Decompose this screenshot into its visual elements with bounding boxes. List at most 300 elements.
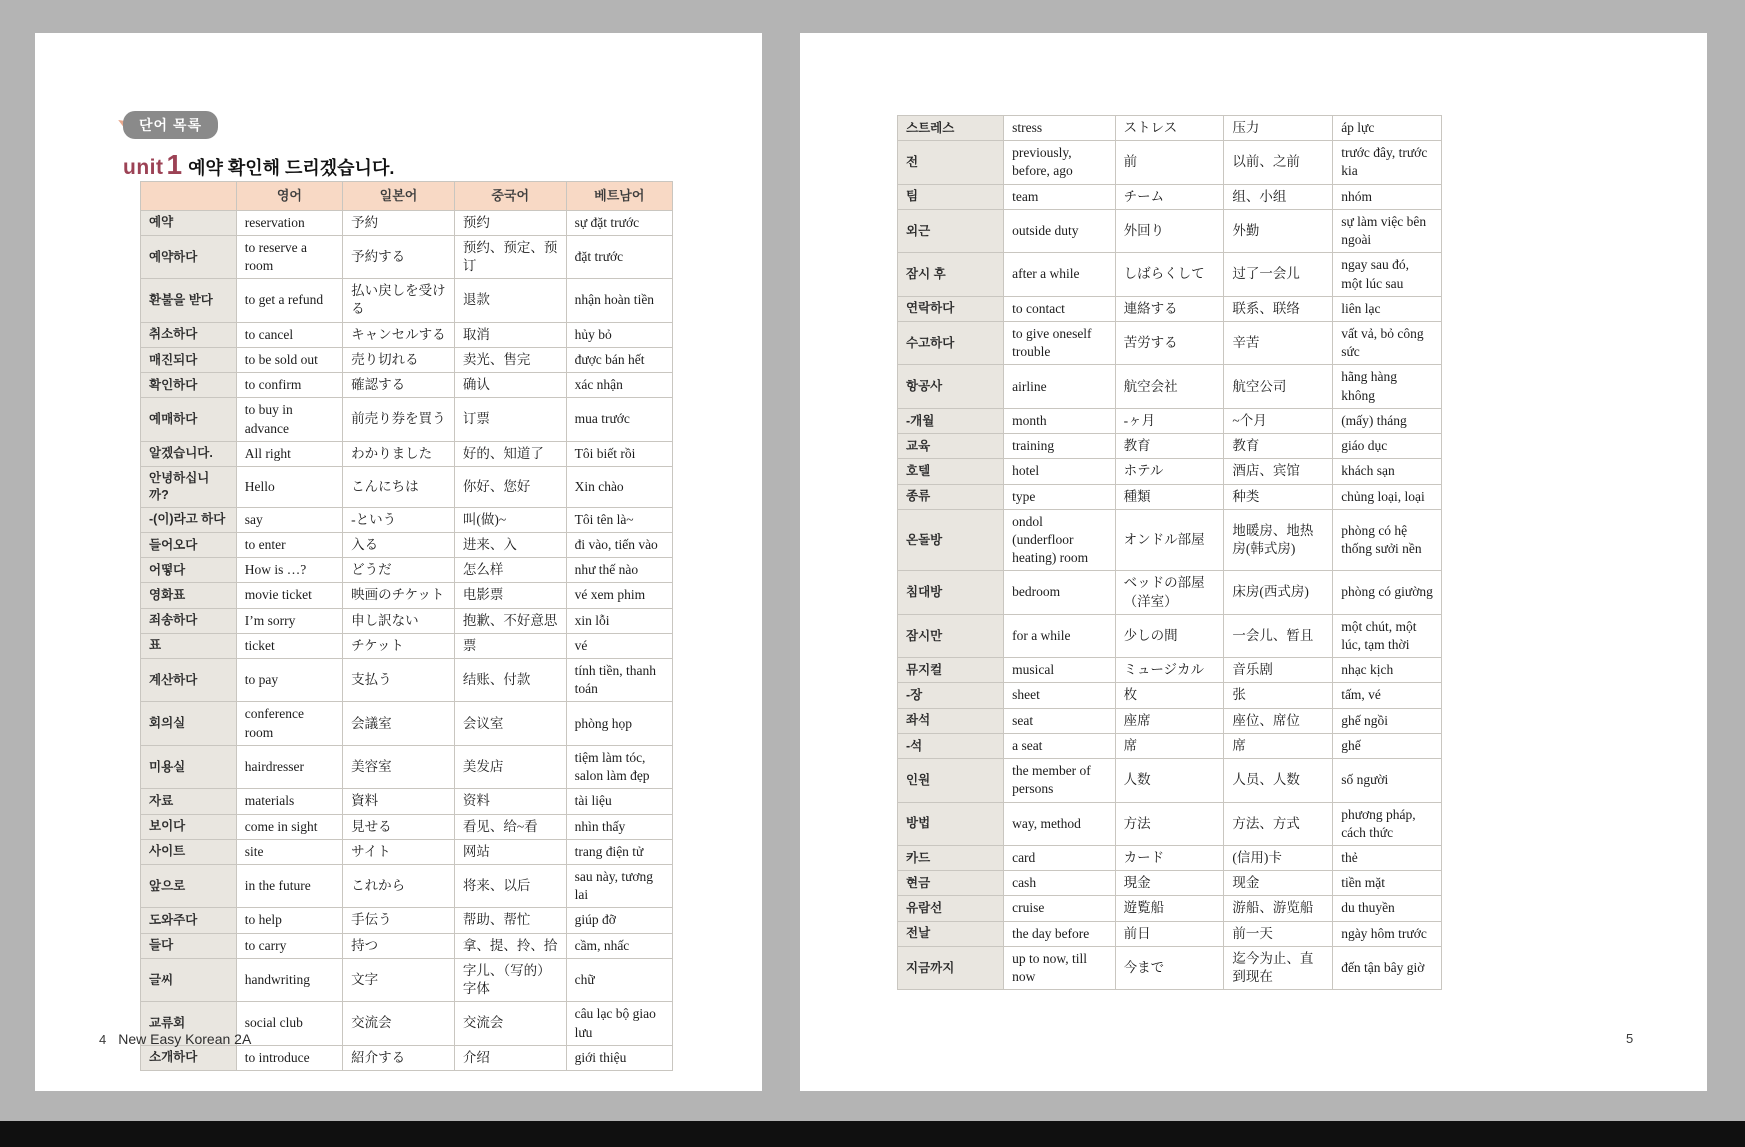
chinese-cell: 人员、人数 [1224, 759, 1333, 802]
chinese-cell: 席 [1224, 733, 1333, 758]
japanese-cell: 現金 [1115, 871, 1224, 896]
vietnamese-cell: sau này, tương lai [566, 864, 672, 907]
korean-cell: 전 [898, 141, 1004, 184]
table-row [141, 532, 673, 557]
vietnamese-cell: đi vào, tiến vào [566, 532, 672, 557]
vietnamese-cell: chữ [566, 958, 672, 1001]
chinese-cell: 辛苦 [1224, 321, 1333, 364]
english-cell: to cancel [236, 322, 342, 347]
japanese-cell: こんにちは [343, 466, 455, 507]
korean-cell: 안녕하십니까? [141, 466, 237, 507]
english-cell: seat [1004, 708, 1116, 733]
english-cell: site [236, 839, 342, 864]
japanese-cell: 交流会 [343, 1002, 455, 1045]
table-row [141, 633, 673, 658]
vietnamese-cell: khách sạn [1333, 459, 1442, 484]
vietnamese-cell: áp lực [1333, 116, 1442, 141]
vietnamese-cell: giới thiệu [566, 1045, 672, 1070]
english-cell: come in sight [236, 814, 342, 839]
korean-cell: 현금 [898, 871, 1004, 896]
chinese-cell: 怎么样 [454, 558, 566, 583]
chinese-cell: 交流会 [454, 1002, 566, 1045]
korean-cell: 좌석 [898, 708, 1004, 733]
left-page [35, 33, 762, 1091]
table-row [898, 921, 1442, 946]
english-cell: to reserve a room [236, 235, 342, 278]
japanese-cell: -という [343, 507, 455, 532]
english-cell: movie ticket [236, 583, 342, 608]
korean-cell: 잠시만 [898, 614, 1004, 657]
japanese-cell: ホテル [1115, 459, 1224, 484]
table-row [141, 441, 673, 466]
chinese-cell: 将来、以后 [454, 864, 566, 907]
korean-cell: 글씨 [141, 958, 237, 1001]
vietnamese-cell: phương pháp, cách thức [1333, 802, 1442, 845]
table-row [898, 802, 1442, 845]
english-cell: ondol (underfloor heating) room [1004, 509, 1116, 571]
korean-cell: 들다 [141, 933, 237, 958]
korean-cell: 호텔 [898, 459, 1004, 484]
japanese-cell: 教育 [1115, 434, 1224, 459]
viewer-bottom-bar [0, 1121, 1745, 1147]
chinese-cell: 进来、入 [454, 532, 566, 557]
japanese-cell: 申し訳ない [343, 608, 455, 633]
english-cell: to confirm [236, 373, 342, 398]
vietnamese-cell: được bán hết [566, 347, 672, 372]
table-row [898, 141, 1442, 184]
vietnamese-cell: tiền mặt [1333, 871, 1442, 896]
korean-cell: 방법 [898, 802, 1004, 845]
table-row [141, 558, 673, 583]
english-cell: the day before [1004, 921, 1116, 946]
vietnamese-cell: nhận hoàn tiền [566, 279, 672, 322]
vietnamese-cell: ghế ngồi [1333, 708, 1442, 733]
japanese-cell: 前売り券を買う [343, 398, 455, 441]
chinese-cell: 电影票 [454, 583, 566, 608]
vietnamese-cell: ghế [1333, 733, 1442, 758]
table-row [898, 571, 1442, 614]
english-cell: in the future [236, 864, 342, 907]
table-row [141, 839, 673, 864]
english-cell: the member of persons [1004, 759, 1116, 802]
chinese-cell: 酒店、宾馆 [1224, 459, 1333, 484]
korean-cell: 미용실 [141, 745, 237, 788]
japanese-cell: ベッドの部屋（洋室） [1115, 571, 1224, 614]
table-row [141, 347, 673, 372]
korean-cell: -(이)라고 하다 [141, 507, 237, 532]
english-cell: cash [1004, 871, 1116, 896]
chinese-cell: 订票 [454, 398, 566, 441]
vietnamese-cell: vất vả, bỏ công sức [1333, 321, 1442, 364]
korean-cell: 어떻다 [141, 558, 237, 583]
word-list-badge-label: 단어 목록 [123, 111, 218, 139]
japanese-cell: これから [343, 864, 455, 907]
table-row [141, 933, 673, 958]
table-row [898, 184, 1442, 209]
japanese-cell: 映画のチケット [343, 583, 455, 608]
table-row [898, 846, 1442, 871]
vietnamese-cell: sự đặt trước [566, 210, 672, 235]
table-row [141, 210, 673, 235]
korean-cell: 온돌방 [898, 509, 1004, 571]
english-cell: to introduce [236, 1045, 342, 1070]
japanese-cell: 入る [343, 532, 455, 557]
japanese-cell: 遊覧船 [1115, 896, 1224, 921]
japanese-cell: 美容室 [343, 745, 455, 788]
vietnamese-cell: số người [1333, 759, 1442, 802]
korean-cell: 영화표 [141, 583, 237, 608]
vietnamese-cell: xác nhận [566, 373, 672, 398]
english-cell: team [1004, 184, 1116, 209]
english-cell: to carry [236, 933, 342, 958]
table-row [898, 434, 1442, 459]
english-cell: hotel [1004, 459, 1116, 484]
left-page-footer [99, 1031, 251, 1047]
japanese-cell: 見せる [343, 814, 455, 839]
english-cell: up to now, till now [1004, 946, 1116, 989]
vietnamese-cell: tiệm làm tóc, salon làm đẹp [566, 745, 672, 788]
chinese-cell: 网站 [454, 839, 566, 864]
korean-cell: 자료 [141, 789, 237, 814]
chinese-cell: 音乐剧 [1224, 658, 1333, 683]
chinese-cell: 美发店 [454, 745, 566, 788]
column-header [141, 182, 237, 211]
korean-cell: 뮤지컬 [898, 658, 1004, 683]
english-cell: to give oneself trouble [1004, 321, 1116, 364]
vietnamese-cell: phòng có giường [1333, 571, 1442, 614]
table-row [141, 745, 673, 788]
english-cell: to buy in advance [236, 398, 342, 441]
korean-cell: 교류회 [141, 1002, 237, 1045]
vietnamese-cell: một chút, một lúc, tạm thời [1333, 614, 1442, 657]
table-row [898, 871, 1442, 896]
korean-cell: 수고하다 [898, 321, 1004, 364]
korean-cell: 유람선 [898, 896, 1004, 921]
vietnamese-cell: giáo dục [1333, 434, 1442, 459]
header-row [141, 182, 673, 211]
japanese-cell: 座席 [1115, 708, 1224, 733]
japanese-cell: サイト [343, 839, 455, 864]
table-row [141, 908, 673, 933]
table-row [898, 658, 1442, 683]
chinese-cell: 叫(做)~ [454, 507, 566, 532]
english-cell: materials [236, 789, 342, 814]
table-row [898, 683, 1442, 708]
vietnamese-cell: vé xem phim [566, 583, 672, 608]
vocab-table-right [897, 115, 1442, 990]
chinese-cell: 张 [1224, 683, 1333, 708]
table-row [141, 702, 673, 745]
korean-cell: 카드 [898, 846, 1004, 871]
vietnamese-cell: sự làm việc bên ngoài [1333, 209, 1442, 252]
korean-cell: 표 [141, 633, 237, 658]
english-cell: outside duty [1004, 209, 1116, 252]
table-row [141, 1045, 673, 1070]
table-row [898, 896, 1442, 921]
japanese-cell: 前日 [1115, 921, 1224, 946]
japanese-cell: 支払う [343, 659, 455, 702]
english-cell: a seat [1004, 733, 1116, 758]
vietnamese-cell: vé [566, 633, 672, 658]
japanese-cell: 資料 [343, 789, 455, 814]
chinese-cell: 床房(西式房) [1224, 571, 1333, 614]
chinese-cell: 确认 [454, 373, 566, 398]
unit-number: 1 [166, 149, 183, 180]
table-row [141, 958, 673, 1001]
japanese-cell: キャンセルする [343, 322, 455, 347]
table-row [898, 365, 1442, 408]
english-cell: social club [236, 1002, 342, 1045]
chinese-cell: 联系、联络 [1224, 296, 1333, 321]
japanese-cell: 予約 [343, 210, 455, 235]
japanese-cell: 苦労する [1115, 321, 1224, 364]
vietnamese-cell: đến tận bây giờ [1333, 946, 1442, 989]
chinese-cell: 会议室 [454, 702, 566, 745]
chinese-cell: 游船、游览船 [1224, 896, 1333, 921]
chinese-cell: 航空公司 [1224, 365, 1333, 408]
page-number: 4 [99, 1032, 107, 1047]
korean-cell: 예매하다 [141, 398, 237, 441]
table-row [898, 209, 1442, 252]
table-row [141, 864, 673, 907]
korean-cell: 회의실 [141, 702, 237, 745]
korean-cell: 예약 [141, 210, 237, 235]
vietnamese-cell: chủng loại, loại [1333, 484, 1442, 509]
table-row [141, 659, 673, 702]
chinese-cell: 座位、席位 [1224, 708, 1333, 733]
vietnamese-cell: nhìn thấy [566, 814, 672, 839]
chinese-cell: 你好、您好 [454, 466, 566, 507]
vietnamese-cell: hủy bỏ [566, 322, 672, 347]
vietnamese-cell: như thế nào [566, 558, 672, 583]
korean-cell: -개월 [898, 408, 1004, 433]
vietnamese-cell: Xin chào [566, 466, 672, 507]
chinese-cell: 看见、给~看 [454, 814, 566, 839]
chinese-cell: 结账、付款 [454, 659, 566, 702]
english-cell: to get a refund [236, 279, 342, 322]
table-row [141, 322, 673, 347]
vietnamese-cell: ngày hôm trước [1333, 921, 1442, 946]
japanese-cell: 持つ [343, 933, 455, 958]
korean-cell: 계산하다 [141, 659, 237, 702]
korean-cell: 스트레스 [898, 116, 1004, 141]
japanese-cell: -ヶ月 [1115, 408, 1224, 433]
english-cell: airline [1004, 365, 1116, 408]
japanese-cell: 手伝う [343, 908, 455, 933]
english-cell: training [1004, 434, 1116, 459]
chinese-cell: 外勤 [1224, 209, 1333, 252]
chinese-cell: 过了一会儿 [1224, 253, 1333, 296]
korean-cell: 잠시 후 [898, 253, 1004, 296]
vocab-table-header [141, 182, 673, 211]
table-row [141, 789, 673, 814]
english-cell: How is …? [236, 558, 342, 583]
table-row [898, 759, 1442, 802]
vietnamese-cell: tính tiền, thanh toán [566, 659, 672, 702]
korean-cell: -장 [898, 683, 1004, 708]
japanese-cell: 席 [1115, 733, 1224, 758]
korean-cell: 전날 [898, 921, 1004, 946]
korean-cell: 환불을 받다 [141, 279, 237, 322]
japanese-cell: 航空会社 [1115, 365, 1224, 408]
vietnamese-cell: trang điện tử [566, 839, 672, 864]
english-cell: hairdresser [236, 745, 342, 788]
japanese-cell: 売り切れる [343, 347, 455, 372]
chinese-cell: 现金 [1224, 871, 1333, 896]
korean-cell: 인원 [898, 759, 1004, 802]
japanese-cell: しばらくして [1115, 253, 1224, 296]
english-cell: reservation [236, 210, 342, 235]
korean-cell: 지금까지 [898, 946, 1004, 989]
unit-heading [123, 149, 394, 181]
page-number: 5 [1626, 1031, 1634, 1046]
korean-cell: 취소하다 [141, 322, 237, 347]
english-cell: bedroom [1004, 571, 1116, 614]
vietnamese-cell: xin lỗi [566, 608, 672, 633]
japanese-cell: 方法 [1115, 802, 1224, 845]
vietnamese-cell: nhạc kịch [1333, 658, 1442, 683]
vietnamese-cell: liên lạc [1333, 296, 1442, 321]
vietnamese-cell: phòng họp [566, 702, 672, 745]
unit-word: unit [123, 156, 164, 179]
column-header: 베트남어 [566, 182, 672, 211]
english-cell: sheet [1004, 683, 1116, 708]
english-cell: month [1004, 408, 1116, 433]
table-row [898, 116, 1442, 141]
english-cell: to help [236, 908, 342, 933]
chinese-cell: 种类 [1224, 484, 1333, 509]
table-row [898, 459, 1442, 484]
korean-cell: 침대방 [898, 571, 1004, 614]
chinese-cell: 压力 [1224, 116, 1333, 141]
english-cell: All right [236, 441, 342, 466]
right-page-footer [1626, 1031, 1633, 1046]
japanese-cell: ストレス [1115, 116, 1224, 141]
english-cell: conference room [236, 702, 342, 745]
japanese-cell: 少しの間 [1115, 614, 1224, 657]
english-cell: to be sold out [236, 347, 342, 372]
japanese-cell: 今まで [1115, 946, 1224, 989]
chinese-cell: 字儿、（写的）字体 [454, 958, 566, 1001]
korean-cell: -석 [898, 733, 1004, 758]
english-cell: Hello [236, 466, 342, 507]
english-cell: handwriting [236, 958, 342, 1001]
chinese-cell: 前一天 [1224, 921, 1333, 946]
chinese-cell: 资料 [454, 789, 566, 814]
japanese-cell: ミュージカル [1115, 658, 1224, 683]
korean-cell: 죄송하다 [141, 608, 237, 633]
chinese-cell: 一会儿、暂且 [1224, 614, 1333, 657]
chinese-cell: 取消 [454, 322, 566, 347]
right-page [800, 33, 1707, 1091]
japanese-cell: わかりました [343, 441, 455, 466]
korean-cell: 소개하다 [141, 1045, 237, 1070]
english-cell: to contact [1004, 296, 1116, 321]
chinese-cell: 地暖房、地热房(韩式房) [1224, 509, 1333, 571]
japanese-cell: 連絡する [1115, 296, 1224, 321]
table-row [898, 253, 1442, 296]
korean-cell: 매진되다 [141, 347, 237, 372]
word-list-badge [123, 111, 218, 139]
chinese-cell: 预约 [454, 210, 566, 235]
table-row [141, 466, 673, 507]
chinese-cell: ~个月 [1224, 408, 1333, 433]
table-row [141, 583, 673, 608]
table-row [141, 814, 673, 839]
column-header: 일본어 [343, 182, 455, 211]
table-row [141, 235, 673, 278]
korean-cell: 팀 [898, 184, 1004, 209]
english-cell: to pay [236, 659, 342, 702]
chinese-cell: 预约、预定、预订 [454, 235, 566, 278]
chinese-cell: 介绍 [454, 1045, 566, 1070]
column-header: 영어 [236, 182, 342, 211]
korean-cell: 사이트 [141, 839, 237, 864]
unit-title: 예약 확인해 드리겠습니다. [188, 158, 395, 178]
vietnamese-cell: thẻ [1333, 846, 1442, 871]
korean-cell: 도와주다 [141, 908, 237, 933]
table-row [898, 296, 1442, 321]
japanese-cell: 外回り [1115, 209, 1224, 252]
chinese-cell: 教育 [1224, 434, 1333, 459]
table-row [898, 733, 1442, 758]
table-row [898, 484, 1442, 509]
vietnamese-cell: (mấy) tháng [1333, 408, 1442, 433]
chinese-cell: 拿、提、拎、拾 [454, 933, 566, 958]
vietnamese-cell: hãng hàng không [1333, 365, 1442, 408]
japanese-cell: チケット [343, 633, 455, 658]
chinese-cell: 卖光、售完 [454, 347, 566, 372]
english-cell: ticket [236, 633, 342, 658]
chinese-cell: 抱歉、不好意思 [454, 608, 566, 633]
chinese-cell: 以前、之前 [1224, 141, 1333, 184]
english-cell: after a while [1004, 253, 1116, 296]
vietnamese-cell: du thuyền [1333, 896, 1442, 921]
chinese-cell: 退款 [454, 279, 566, 322]
chinese-cell: 票 [454, 633, 566, 658]
english-cell: for a while [1004, 614, 1116, 657]
korean-cell: 확인하다 [141, 373, 237, 398]
japanese-cell: 紹介する [343, 1045, 455, 1070]
korean-cell: 연락하다 [898, 296, 1004, 321]
japanese-cell: カード [1115, 846, 1224, 871]
vietnamese-cell: tấm, vé [1333, 683, 1442, 708]
chinese-cell: 方法、方式 [1224, 802, 1333, 845]
korean-cell: 들어오다 [141, 532, 237, 557]
chinese-cell: 好的、知道了 [454, 441, 566, 466]
vietnamese-cell: ngay sau đó, một lúc sau [1333, 253, 1442, 296]
table-row [898, 614, 1442, 657]
book-title: New Easy Korean 2A [118, 1031, 252, 1047]
vietnamese-cell: tài liệu [566, 789, 672, 814]
korean-cell: 외근 [898, 209, 1004, 252]
vietnamese-cell: trước đây, trước kia [1333, 141, 1442, 184]
english-cell: cruise [1004, 896, 1116, 921]
korean-cell: 종류 [898, 484, 1004, 509]
japanese-cell: 人数 [1115, 759, 1224, 802]
table-row [898, 708, 1442, 733]
table-row [898, 946, 1442, 989]
table-row [141, 398, 673, 441]
korean-cell: 보이다 [141, 814, 237, 839]
japanese-cell: 文字 [343, 958, 455, 1001]
korean-cell: 항공사 [898, 365, 1004, 408]
chinese-cell: 帮助、帮忙 [454, 908, 566, 933]
vocab-table-left [140, 181, 673, 1071]
table-row [898, 321, 1442, 364]
korean-cell: 예약하다 [141, 235, 237, 278]
japanese-cell: 会議室 [343, 702, 455, 745]
